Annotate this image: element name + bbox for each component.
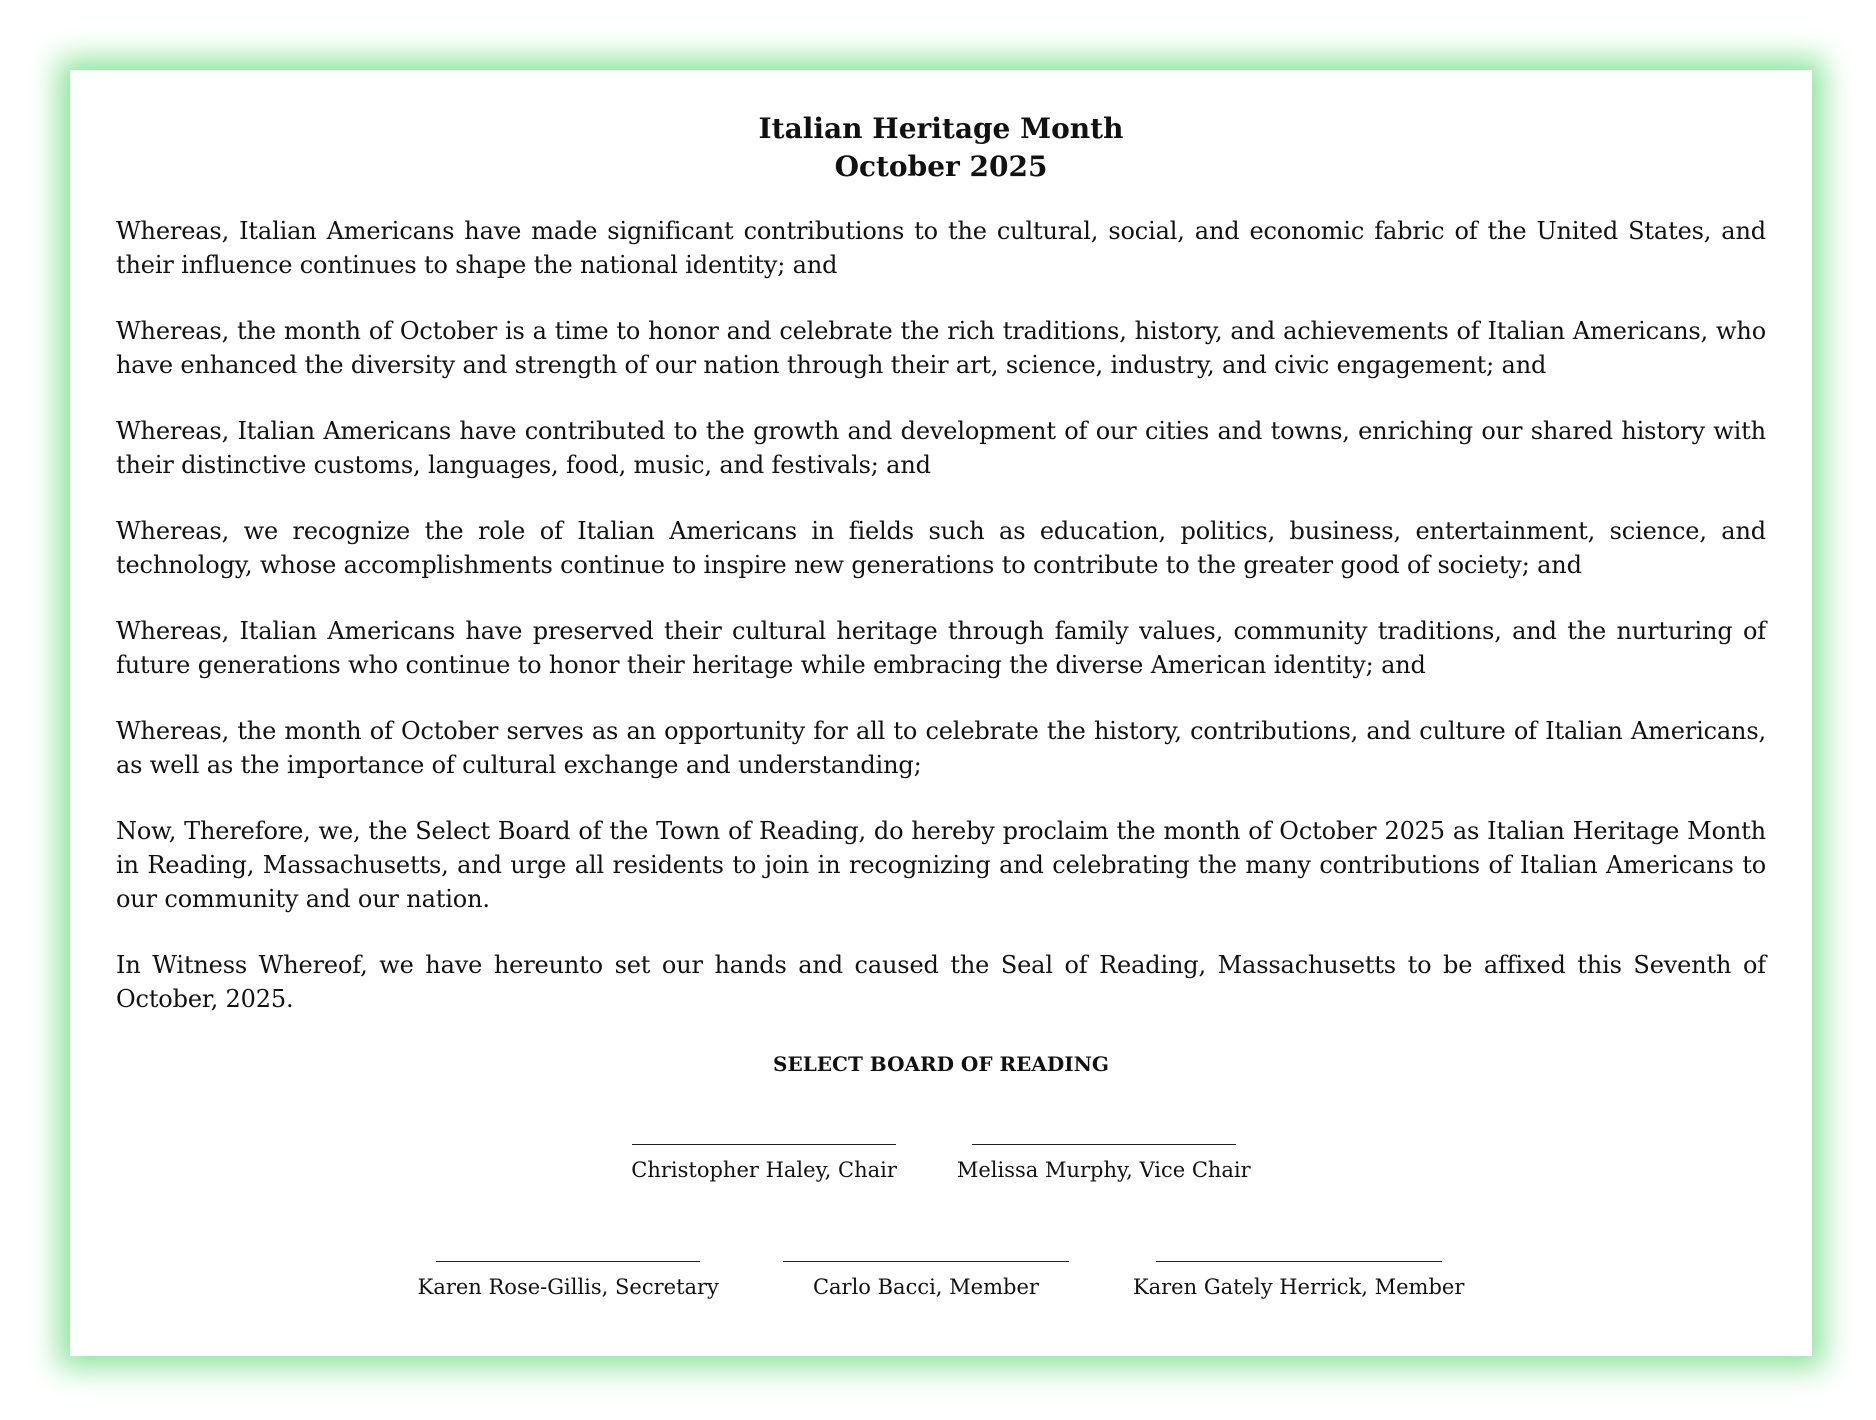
board-heading: SELECT BOARD OF READING [773, 1052, 1109, 1076]
signatory-name: Karen Gately Herrick, Member [1132, 1275, 1465, 1299]
signatory-name: Melissa Murphy, Vice Chair [956, 1158, 1251, 1182]
title-line-2: October 2025 [834, 150, 1048, 183]
proclamation-body [116, 214, 1766, 1016]
whereas-paragraph-4: Whereas, we recognize the role of Italian Americans in fields such as education, politics, business, entertainment, science, and technology, whose accomplishments continue to inspire new generations to contribute to the greater good of society; and [116, 517, 1766, 579]
signature-block [418, 1261, 719, 1300]
whereas-paragraph-5: Whereas, Italian Americans have preserved their cultural heritage through family values, community traditions, and the nurturing of future generations who continue to honor their heritage while embracing the diverse American identity; and [116, 617, 1766, 679]
whereas-paragraph-3: Whereas, Italian Americans have contributed to the growth and development of our cities and towns, enriching our shared history with their distinctive customs, languages, food, music, and festivals; and [116, 417, 1766, 479]
signature-row-2 [116, 1261, 1766, 1300]
signature-block [631, 1144, 897, 1183]
signature-line [783, 1261, 1069, 1262]
signature-block [957, 1144, 1251, 1183]
signature-line [1156, 1261, 1442, 1262]
signature-block [783, 1261, 1069, 1300]
document-title [116, 110, 1766, 186]
title-line-1: Italian Heritage Month [758, 112, 1124, 145]
proclamation-paragraph: Now, Therefore, we, the Select Board of the Town of Reading, do hereby proclaim the month of October 2025 as Italian Heritage Month in Reading, Massachusetts, and urge all residents to join in recognizing and celebrating the many contributions of Italian Americans to our community and our nation. [116, 817, 1766, 913]
whereas-paragraph-2: Whereas, the month of October is a time to honor and celebrate the rich traditions, history, and achievements of Italian Americans, who have enhanced the diversity and strength of our nation through their art, science, industry, and civic engagement; and [116, 317, 1766, 379]
whereas-paragraph-6: Whereas, the month of October serves as an opportunity for all to celebrate the history, contributions, and culture of Italian Americans, as well as the importance of cultural exchange and understanding; [116, 717, 1766, 779]
signature-block [1133, 1261, 1464, 1300]
signature-row-1 [116, 1144, 1766, 1183]
whereas-paragraph-1: Whereas, Italian Americans have made significant contributions to the cultural, social, and economic fabric of the United States, and their influence continues to shape the national identity; and [116, 217, 1766, 279]
proclamation-page [70, 70, 1812, 1356]
signature-line [972, 1144, 1236, 1145]
signatory-name: Christopher Haley, Chair [631, 1158, 897, 1182]
signature-line [436, 1261, 700, 1262]
signatory-name: Karen Rose-Gillis, Secretary [417, 1275, 719, 1299]
signature-line [632, 1144, 896, 1145]
signatory-name: Carlo Bacci, Member [812, 1275, 1039, 1299]
witness-paragraph: In Witness Whereof, we have hereunto set our hands and caused the Seal of Reading, Massachusetts to be affixed this Seventh of October, 2025. [116, 951, 1766, 1013]
